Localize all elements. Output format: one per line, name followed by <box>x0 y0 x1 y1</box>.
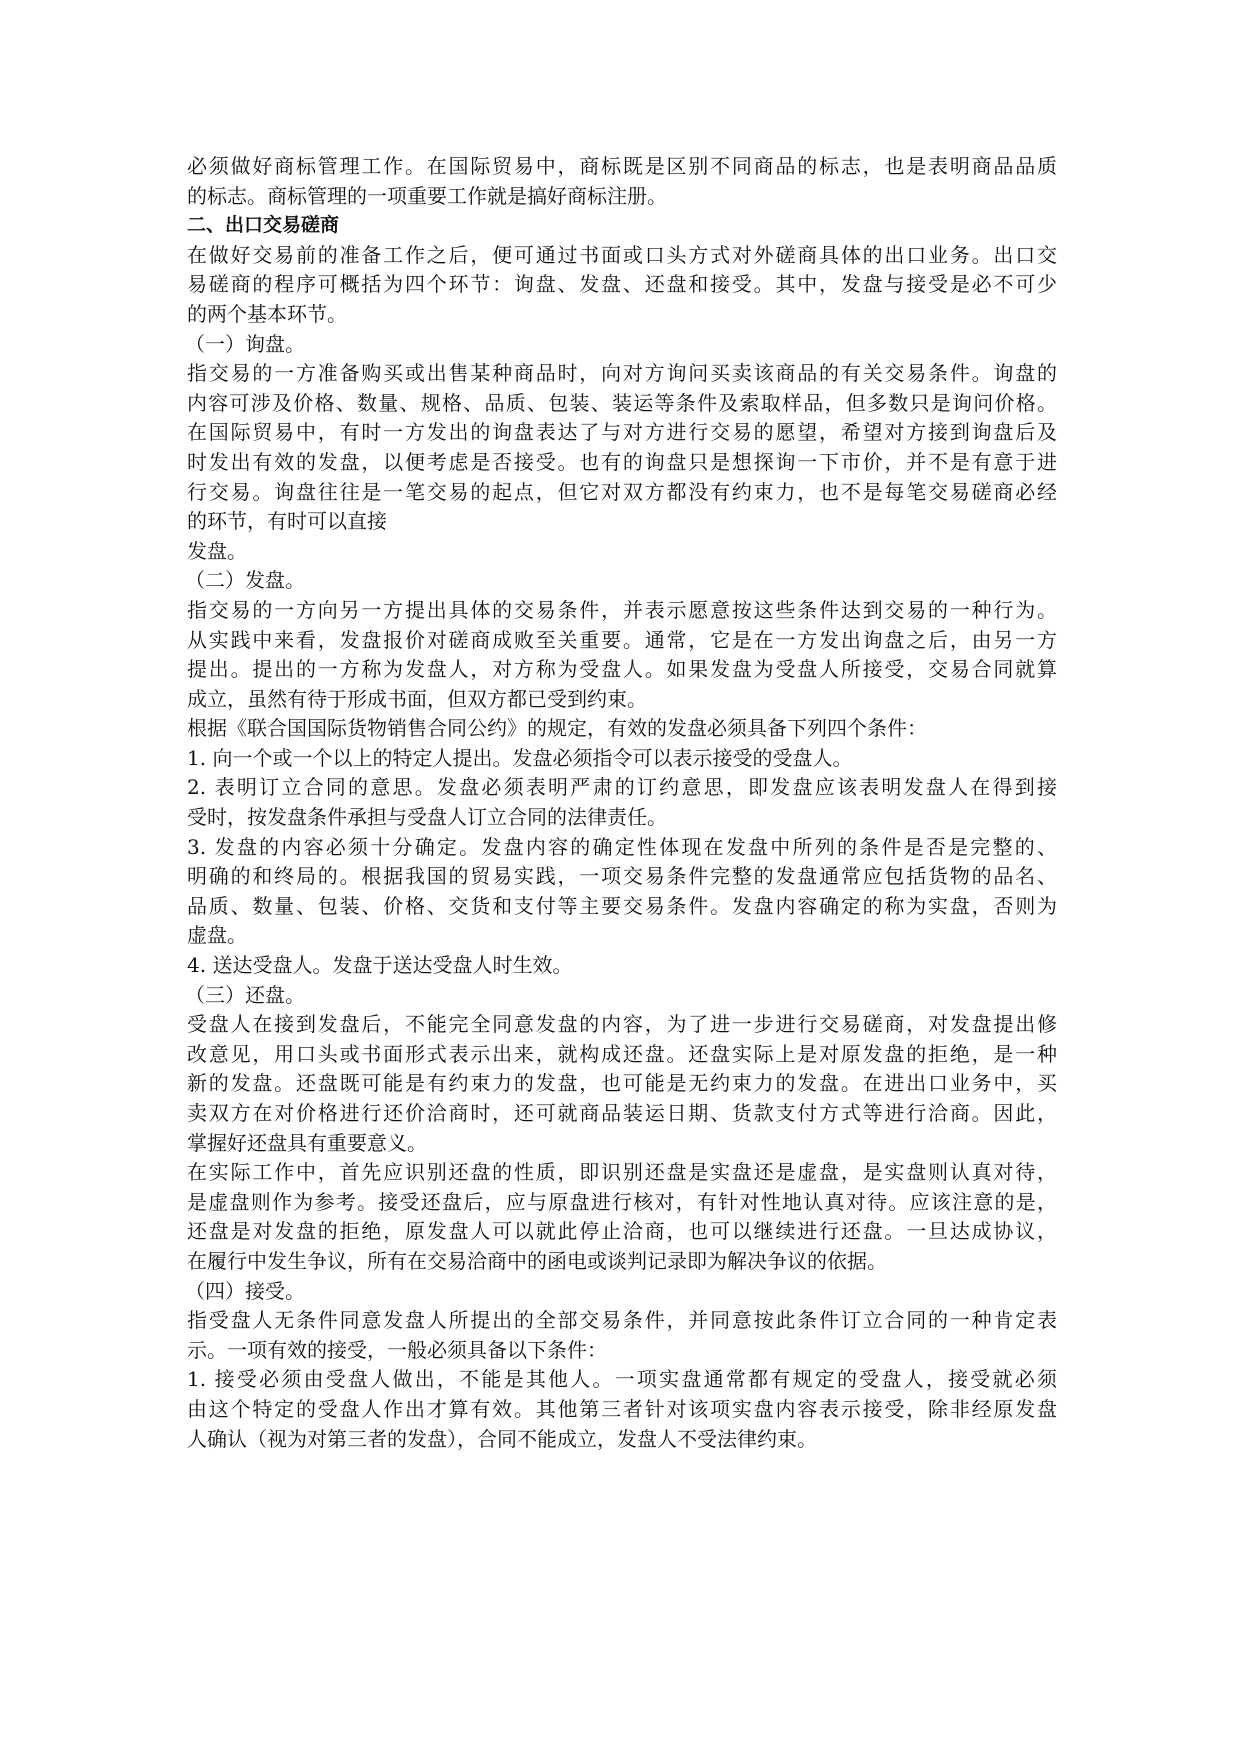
paragraph-line: 2. 表明订立合同的意思。发盘必须表明严肃的订约意思，即发盘应该表明发盘人在得到接 <box>187 775 1057 800</box>
paragraph-line: 的标志。商标管理的一项重要工作就是搞好商标注册。 <box>187 183 667 208</box>
paragraph-line: 是虚盘则作为参考。接受还盘后，应与原盘进行核对，有针对性地认真对待。应该注意的是， <box>187 1189 1057 1214</box>
subsection-heading: （四）接受。 <box>185 1278 305 1303</box>
paragraph-line: 指交易的一方准备购买或出售某种商品时，向对方询问买卖该商品的有关交易条件。询盘的 <box>187 361 1057 386</box>
paragraph-line: 行交易。询盘往往是一笔交易的起点，但它对双方都没有约束力，也不是每笔交易磋商必经 <box>187 479 1057 504</box>
paragraph-line: 品质、数量、包装、价格、交货和支付等主要交易条件。发盘内容确定的称为实盘，否则为 <box>187 893 1057 918</box>
paragraph-line: 易磋商的程序可概括为四个环节：询盘、发盘、还盘和接受。其中，发盘与接受是必不可少 <box>187 272 1057 297</box>
paragraph-line: 在做好交易前的准备工作之后，便可通过书面或口头方式对外磋商具体的出口业务。出口交 <box>187 242 1057 267</box>
paragraph-line: 4. 送达受盘人。发盘于送达受盘人时生效。 <box>187 953 573 978</box>
paragraph-line: 1. 接受必须由受盘人做出，不能是其他人。一项实盘通常都有规定的受盘人，接受就必须 <box>187 1367 1057 1392</box>
paragraph-line: 3. 发盘的内容必须十分确定。发盘内容的确定性体现在发盘中所列的条件是否是完整的、 <box>187 834 1057 859</box>
paragraph-line: 提出。提出的一方称为发盘人，对方称为受盘人。如果发盘为受盘人所接受，交易合同就算 <box>187 657 1057 682</box>
subsection-heading: （二）发盘。 <box>185 568 305 593</box>
paragraph-line: 改意见，用口头或书面形式表示出来，就构成还盘。还盘实际上是对原发盘的拒绝，是一种 <box>187 1041 1057 1066</box>
subsection-heading: （一）询盘。 <box>185 331 305 356</box>
paragraph-line: 明确的和终局的。根据我国的贸易实践，一项交易条件完整的发盘通常应包括货物的品名、 <box>187 864 1057 889</box>
paragraph-line: 在国际贸易中，有时一方发出的询盘表达了与对方进行交易的愿望，希望对方接到询盘后及 <box>187 420 1057 445</box>
paragraph-line: 受时，按发盘条件承担与受盘人订立合同的法律责任。 <box>187 805 667 830</box>
paragraph-line: 在实际工作中，首先应识别还盘的性质，即识别还盘是实盘还是虚盘，是实盘则认真对待， <box>187 1160 1057 1185</box>
paragraph-line: 时发出有效的发盘，以便考虑是否接受。也有的询盘只是想探询一下市价，并不是有意于进 <box>187 449 1057 474</box>
paragraph-line: 新的发盘。还盘既可能是有约束力的发盘，也可能是无约束力的发盘。在进出口业务中，买 <box>187 1071 1057 1096</box>
paragraph-line: 由这个特定的受盘人作出才算有效。其他第三者针对该项实盘内容表示接受，除非经原发盘 <box>187 1396 1057 1421</box>
paragraph-line: 指受盘人无条件同意发盘人所提出的全部交易条件，并同意按此条件订立合同的一种肯定表 <box>187 1308 1057 1333</box>
paragraph-line: 成立，虽然有待于形成书面，但双方都已受到约束。 <box>187 686 647 711</box>
paragraph-line: 的环节，有时可以直接 <box>187 509 387 534</box>
paragraph-line: 人确认（视为对第三者的发盘），合同不能成立，发盘人不受法律约束。 <box>187 1426 817 1451</box>
paragraph-line: 卖双方在对价格进行还价洽商时，还可就商品装运日期、货款支付方式等进行洽商。因此， <box>187 1101 1057 1125</box>
paragraph-line: 虚盘。 <box>187 923 247 948</box>
paragraph-line: 的两个基本环节。 <box>187 301 347 326</box>
paragraph-line: 从实践中来看，发盘报价对磋商成败至关重要。通常，它是在一方发出询盘之后，由另一方 <box>187 627 1057 652</box>
document-page <box>187 152 1057 1454</box>
subsection-heading: （三）还盘。 <box>185 982 305 1007</box>
paragraph-line: 指交易的一方向另一方提出具体的交易条件，并表示愿意按这些条件达到交易的一种行为。 <box>187 597 1057 622</box>
section-heading: 二、出口交易磋商 <box>187 214 340 237</box>
paragraph-line: 内容可涉及价格、数量、规格、品质、包装、装运等条件及索取样品，但多数只是询问价格。 <box>187 390 1057 415</box>
paragraph-line: 发盘。 <box>187 538 247 563</box>
paragraph-line: 还盘是对发盘的拒绝，原发盘人可以就此停止洽商，也可以继续进行还盘。一旦达成协议， <box>187 1219 1057 1244</box>
paragraph-line: 根据《联合国国际货物销售合同公约》的规定，有效的发盘必须具备下列四个条件： <box>187 716 927 741</box>
paragraph-line: 受盘人在接到发盘后，不能完全同意发盘的内容，为了进一步进行交易磋商，对发盘提出修 <box>187 1012 1057 1037</box>
paragraph-line: 1. 向一个或一个以上的特定人提出。发盘必须指令可以表示接受的受盘人。 <box>187 745 853 770</box>
paragraph-line: 掌握好还盘具有重要意义。 <box>187 1130 427 1155</box>
paragraph-line: 在履行中发生争议，所有在交易洽商中的函电或谈判记录即为解决争议的依据。 <box>187 1248 887 1273</box>
paragraph-line: 示。一项有效的接受，一般必须具备以下条件： <box>187 1337 607 1362</box>
paragraph-line: 必须做好商标管理工作。在国际贸易中，商标既是区别不同商品的标志，也是表明商品品质 <box>187 154 1057 178</box>
